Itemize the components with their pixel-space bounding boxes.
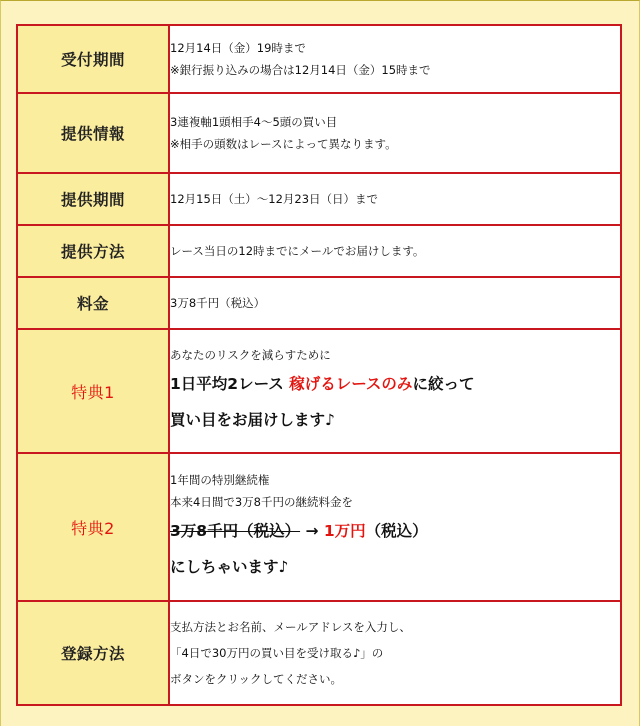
row-provision-method	[17, 225, 621, 277]
provided-info-note: ※相手の頭数はレースによって異なります。	[170, 137, 397, 151]
bonus-1-intro: あなたのリスクを減らすために	[170, 348, 331, 362]
registration-line-3: ボタンをクリックしてください。	[170, 672, 343, 686]
label-bonus-1: 特典1	[17, 329, 169, 453]
bonus-2-line-2: 本来4日間で3万8千円の継続料金を	[170, 495, 353, 509]
row-reception-period	[17, 25, 621, 93]
label-provision-period: 提供期間	[17, 173, 169, 225]
new-price-tax: （税込）	[365, 522, 428, 540]
row-provision-period	[17, 173, 621, 225]
provision-period-text: 12月15日（土）〜12月23日（日）まで	[170, 192, 379, 206]
old-price: 3万8千円（税込）	[170, 522, 301, 540]
value-provision-method	[169, 225, 621, 277]
value-reception-period	[169, 25, 621, 93]
label-registration: 登録方法	[17, 601, 169, 705]
bonus-1-headline-c: に絞って	[412, 375, 475, 393]
bonus-2-price-line	[170, 513, 620, 549]
value-bonus-2	[169, 453, 621, 601]
provision-method-text: レース当日の12時までにメールでお届けします。	[170, 244, 425, 258]
label-provided-info: 提供情報	[17, 93, 169, 173]
bonus-1-headline-a: 1日平均2レース	[170, 375, 290, 393]
provided-info-text: 3連複軸1頭相手4〜5頭の買い目	[170, 115, 338, 129]
bonus-2-last: にしちゃいます♪	[170, 558, 289, 576]
row-bonus-2	[17, 453, 621, 601]
bonus-1-headline	[170, 366, 620, 402]
reception-deadline: 12月14日（金）19時まで	[170, 41, 306, 55]
bonus-1-delivery: 買い目をお届けします♪	[170, 411, 335, 429]
row-registration	[17, 601, 621, 705]
row-fee	[17, 277, 621, 329]
value-provided-info	[169, 93, 621, 173]
bank-transfer-note: ※銀行振り込みの場合は12月14日（金）15時まで	[170, 63, 431, 77]
row-provided-info	[17, 93, 621, 173]
fee-text: 3万8千円（税込）	[170, 296, 266, 310]
label-fee: 料金	[17, 277, 169, 329]
bonus-1-highlight: 稼げるレースのみ	[289, 375, 413, 393]
registration-line-1: 支払方法とお名前、メールアドレスを入力し、	[170, 620, 411, 634]
label-reception-period: 受付期間	[17, 25, 169, 93]
value-bonus-1	[169, 329, 621, 453]
new-price: 1万円	[323, 522, 366, 540]
label-provision-method: 提供方法	[17, 225, 169, 277]
registration-line-2: 「4日で30万円の買い目を受け取る♪」の	[170, 646, 384, 660]
value-fee	[169, 277, 621, 329]
bonus-2-line-1: 1年間の特別継続権	[170, 473, 270, 487]
price-arrow: →	[300, 522, 324, 540]
label-bonus-2: 特典2	[17, 453, 169, 601]
info-table	[16, 24, 622, 706]
row-bonus-1	[17, 329, 621, 453]
value-registration	[169, 601, 621, 705]
value-provision-period	[169, 173, 621, 225]
